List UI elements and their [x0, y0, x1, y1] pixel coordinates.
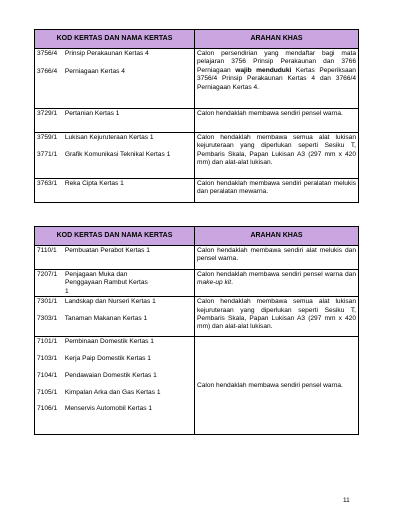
table-row	[35, 109, 359, 133]
header-paper-code: KOD KERTAS DAN NAMA KERTAS	[35, 30, 195, 49]
paper-code: 3759/1	[37, 134, 58, 141]
paper-code: 7207/1	[37, 271, 58, 278]
instruction-cell	[195, 133, 359, 179]
paper-code: 3771/1	[37, 150, 58, 158]
instruction-emphasis: make-up kit	[197, 279, 232, 287]
paper-entry	[37, 372, 192, 380]
table-header-row	[35, 227, 359, 246]
paper-cell	[35, 133, 195, 179]
instruction-text: Calon hendaklah membawa sendiri peralatan melukis dan peralatan mewarna.	[197, 180, 356, 196]
instruction-text: Calon hendaklah membawa semua alat lukisan kejuruteraan yang diperlukan seperti Sesiku T, Pembaris Skala, Papan Lukisan A3 (297 mm x 420 mm) dan alat-alat lukisan.	[197, 298, 356, 331]
paper-name: Menservis Automobil Kertas 1	[64, 405, 153, 413]
special-instructions-table-2	[34, 226, 359, 435]
paper-name: Pembinaan Domestik Kertas 1	[64, 338, 154, 346]
instruction-cell	[195, 337, 359, 435]
instruction-text: Calon hendaklah membawa sendiri pensel warna dan	[197, 271, 356, 278]
paper-entry	[37, 271, 192, 296]
paper-cell	[35, 337, 195, 435]
paper-name: Tanaman Makanan Kertas 1	[64, 315, 148, 323]
table-row	[35, 337, 359, 435]
paper-cell	[35, 270, 195, 297]
paper-entry	[37, 405, 192, 413]
paper-name: Kerja Paip Domestik Kertas 1	[64, 355, 151, 363]
paper-code: 3766/4	[37, 68, 58, 76]
paper-code: 7104/1	[37, 371, 58, 379]
table-row	[35, 246, 359, 270]
instruction-text: Calon hendaklah membawa sendiri pensel warna.	[197, 110, 343, 117]
header-paper-code: KOD KERTAS DAN NAMA KERTAS	[35, 227, 195, 246]
paper-name: Landskap dan Nurseri Kertas 1	[64, 298, 156, 306]
table-row	[35, 133, 359, 179]
instruction-cell	[195, 270, 359, 297]
paper-entry	[37, 68, 192, 76]
paper-code: 7101/1	[37, 338, 58, 346]
paper-entry	[37, 134, 192, 142]
paper-entry	[37, 151, 192, 159]
paper-entry	[37, 315, 192, 323]
paper-entry	[37, 247, 192, 255]
paper-cell	[35, 246, 195, 270]
paper-name: Grafik Komunikasi Teknikal Kertas 1	[64, 150, 171, 158]
instruction-text: Calon hendaklah membawa semua alat lukisan kejuruteraan yang diperlukan seperti Sesiku T, Pembaris Skala, Papan Lukisan A3 (297 mm x 420 mm) dan alat-alat lukisan.	[197, 134, 356, 167]
paper-entry	[37, 180, 192, 188]
paper-cell	[35, 297, 195, 337]
paper-name: Prinsip Perakaunan Kertas 4	[64, 50, 149, 57]
paper-entry	[37, 298, 192, 306]
instruction-cell	[195, 179, 359, 203]
table-row	[35, 179, 359, 203]
paper-entry	[37, 338, 192, 346]
paper-code: 7105/1	[37, 388, 58, 396]
paper-entry	[37, 50, 192, 58]
paper-code: 7301/1	[37, 298, 58, 306]
paper-name: Pendawaian Domestik Kertas 1	[64, 371, 157, 379]
paper-entry	[37, 355, 192, 363]
table-header-row	[35, 30, 359, 49]
paper-name: Reka Cipta Kertas 1	[64, 180, 124, 187]
paper-cell	[35, 109, 195, 133]
table-row	[35, 270, 359, 297]
header-special-instructions: ARAHAN KHAS	[195, 227, 359, 246]
instruction-text: Calon hendaklah membawa sendiri alat melukis dan pensel warna.	[197, 247, 356, 263]
instruction-text-end: .	[231, 279, 233, 287]
paper-code: 3763/1	[37, 180, 58, 187]
instruction-cell	[195, 49, 359, 109]
instruction-emphasis: wajib menduduki	[235, 66, 292, 74]
paper-code: 7106/1	[37, 405, 58, 413]
paper-cell	[35, 49, 195, 109]
instruction-cell	[195, 109, 359, 133]
paper-name: Pertanian Kertas 1	[64, 110, 120, 117]
paper-code: 7110/1	[37, 247, 57, 254]
paper-entry	[37, 110, 192, 118]
instruction-text: Calon persendirian yang mendaftar bagi mata pelajaran 3756 Prinsip Perakaunan dan 3766 Perniagaan	[197, 50, 356, 74]
paper-code: 3729/1	[37, 110, 58, 117]
paper-entry	[37, 389, 192, 397]
paper-code: 3756/4	[37, 50, 58, 57]
paper-cell	[35, 179, 195, 203]
instruction-cell	[195, 297, 359, 337]
paper-name: Lukisan Kejuruteraan Kertas 1	[64, 134, 154, 141]
header-special-instructions: ARAHAN KHAS	[195, 30, 359, 49]
table-row	[35, 297, 359, 337]
paper-code: 7103/1	[37, 355, 58, 363]
instruction-cell	[195, 246, 359, 270]
paper-code: 7303/1	[37, 315, 58, 323]
special-instructions-table-1	[34, 29, 359, 203]
paper-name: Pembuatan Perabot Kertas 1	[64, 247, 150, 254]
page-number: 11	[343, 497, 350, 504]
instruction-text: Calon hendaklah membawa sendiri pensel warna.	[197, 382, 343, 390]
paper-name: Perniagaan Kertas 4	[64, 68, 125, 76]
paper-name: Penjagaan Muka dan Penggayaan Rambut Kertas 1	[65, 271, 148, 295]
instruction-text-end: Kertas Peperiksaan 3756/4 Prinsip Perakaunan Kertas 4 dan 3766/4 Perniagaan Kertas 4.	[197, 66, 356, 91]
paper-name: Kimpalan Arka dan Gas Kertas 1	[64, 388, 161, 396]
table-row	[35, 49, 359, 109]
